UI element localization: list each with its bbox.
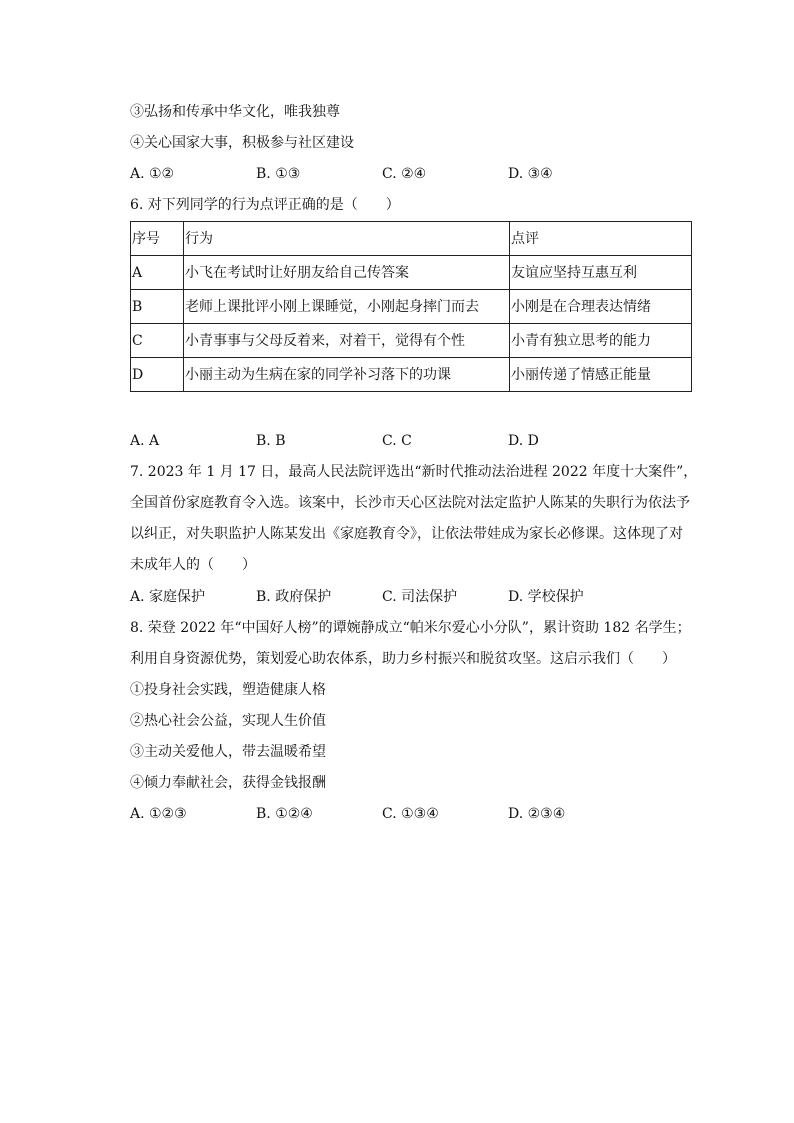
row-behavior: 小青事事与父母反着来，对着干，觉得有个性 bbox=[184, 324, 510, 358]
q6-stem: 6. 对下列同学的行为点评正确的是（ ） bbox=[130, 197, 400, 213]
q5-option-b: B. ①③ bbox=[256, 166, 301, 182]
row-behavior: 小飞在考试时让好朋友给自己传答案 bbox=[184, 256, 510, 290]
row-behavior: 小丽主动为生病在家的同学补习落下的功课 bbox=[184, 358, 510, 392]
table-row bbox=[131, 324, 692, 358]
q7-option-a: A. 家庭保护 bbox=[130, 589, 206, 605]
table-row bbox=[131, 256, 692, 290]
q8-item-2: ②热心社会公益，实现人生价值 bbox=[130, 713, 326, 729]
row-comment: 小青有独立思考的能力 bbox=[510, 324, 692, 358]
row-number: D bbox=[131, 358, 184, 392]
q5-item-3: ③弘扬和传承中华文化，唯我独尊 bbox=[130, 104, 340, 120]
q7-option-d: D. 学校保护 bbox=[508, 589, 584, 605]
row-behavior: 老师上课批评小刚上课睡觉，小刚起身摔门而去 bbox=[184, 290, 510, 324]
row-number: A bbox=[131, 256, 184, 290]
q8-item-3: ③主动关爱他人，带去温暖希望 bbox=[130, 744, 326, 760]
table-header-row bbox=[131, 222, 692, 256]
q8-option-d: D. ②③④ bbox=[508, 806, 566, 822]
q5-option-d: D. ③④ bbox=[508, 166, 553, 182]
q7-option-c: C. 司法保护 bbox=[382, 589, 458, 605]
q7-stem-line-1: 7. 2023 年 1 月 17 日，最高人民法院评选出“新时代推动法治进程 2022 年度十大案件”， bbox=[130, 464, 698, 480]
row-comment: 小刚是在合理表达情绪 bbox=[510, 290, 692, 324]
q5-item-4: ④关心国家大事，积极参与社区建设 bbox=[130, 135, 354, 151]
header-number: 序号 bbox=[131, 222, 184, 256]
q8-options bbox=[130, 804, 690, 824]
q7-stem-line-3: 以纠正，对失职监护人陈某发出《家庭教育令》，让依法带娃成为家长必修课。这体现了对 bbox=[130, 526, 683, 542]
q5-options bbox=[130, 164, 690, 184]
q8-item-4: ④倾力奉献社会，获得金钱报酬 bbox=[130, 775, 326, 791]
q6-option-d: D. D bbox=[508, 433, 539, 449]
q8-stem-line-2: 利用自身资源优势，策划爱心助农体系，助力乡村振兴和脱贫攻坚。这启示我们（ ） bbox=[130, 651, 676, 667]
q6-option-a: A. A bbox=[130, 433, 160, 449]
q5-option-c: C. ②④ bbox=[382, 166, 427, 182]
q5-option-a: A. ①② bbox=[130, 166, 175, 182]
q7-stem-line-2: 全国首份家庭教育令入选。该案中，长沙市天心区法院对法定监护人陈某的失职行为依法予 bbox=[130, 495, 690, 511]
q7-option-b: B. 政府保护 bbox=[256, 589, 332, 605]
q8-option-c: C. ①③④ bbox=[382, 806, 439, 822]
row-comment: 友谊应坚持互惠互利 bbox=[510, 256, 692, 290]
q6-option-c: C. C bbox=[382, 433, 412, 449]
header-behavior: 行为 bbox=[184, 222, 510, 256]
table-row bbox=[131, 290, 692, 324]
q7-stem-line-4: 未成年人的（ ） bbox=[130, 557, 256, 573]
row-comment: 小丽传递了情感正能量 bbox=[510, 358, 692, 392]
header-comment: 点评 bbox=[510, 222, 692, 256]
q8-option-b: B. ①②④ bbox=[256, 806, 313, 822]
q6-option-b: B. B bbox=[256, 433, 286, 449]
q6-table bbox=[130, 221, 692, 392]
q8-option-a: A. ①②③ bbox=[130, 806, 187, 822]
q6-options bbox=[130, 431, 690, 451]
q7-options bbox=[130, 587, 690, 607]
row-number: B bbox=[131, 290, 184, 324]
row-number: C bbox=[131, 324, 184, 358]
q8-stem-line-1: 8. 荣登 2022 年“中国好人榜”的谭婉静成立“帕米尔爱心小分队”，累计资助 182 名学生； bbox=[130, 620, 691, 636]
table-row bbox=[131, 358, 692, 392]
q8-item-1: ①投身社会实践，塑造健康人格 bbox=[130, 682, 326, 698]
